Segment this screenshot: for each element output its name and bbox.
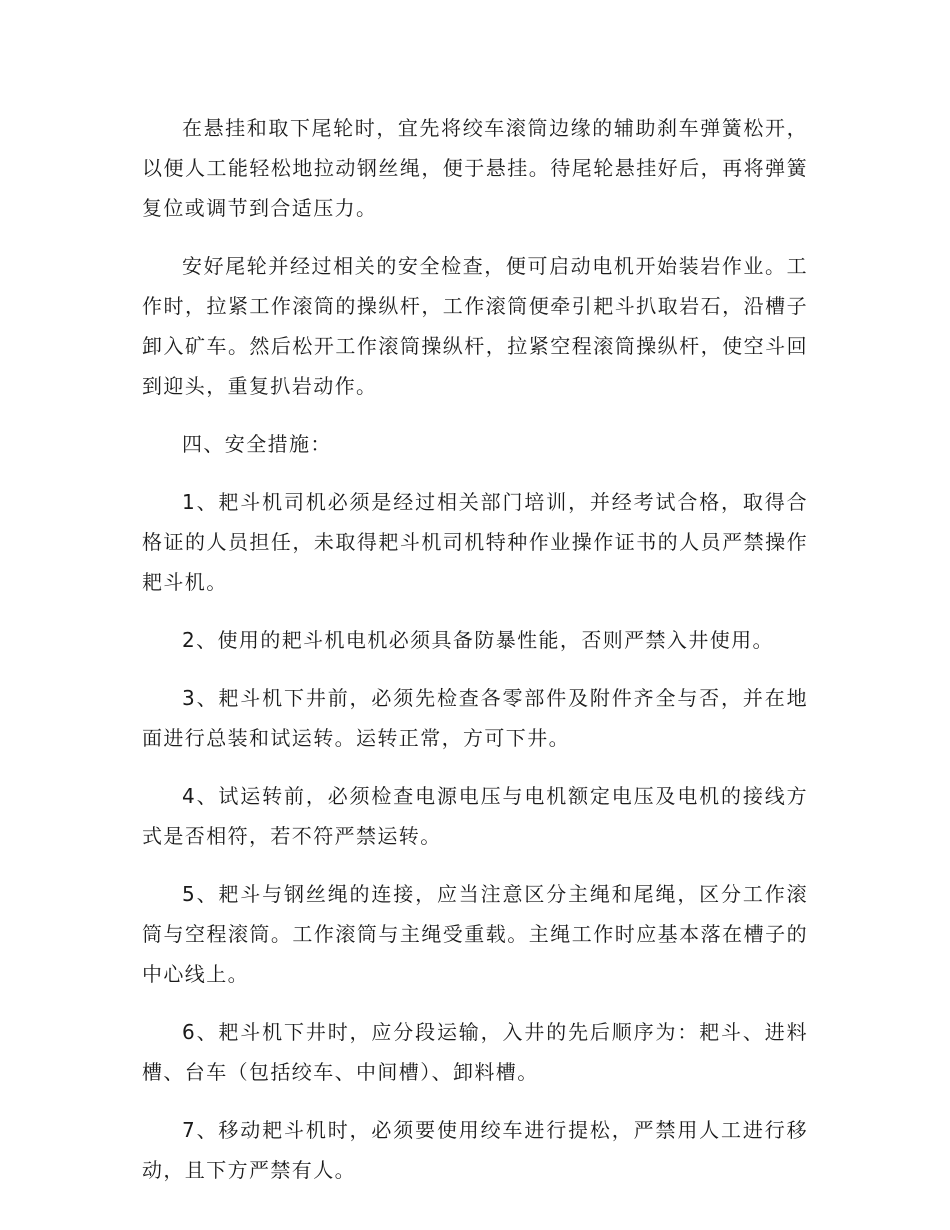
paragraph-loading-operation: 安好尾轮并经过相关的安全检查，便可启动电机开始装岩作业。工作时，拉紧工作滚筒的操纵杆，工作滚筒便牵引耙斗扒取岩石，沿槽子卸入矿车。然后松开工作滚筒操纵杆，拉紧空程滚筒操纵杆，使空斗回到迎头，重复扒岩动作。	[142, 254, 808, 398]
paragraph-tail-wheel-hanging: 在悬挂和取下尾轮时，宜先将绞车滚筒边缘的辅助刹车弹簧松开，以便人工能轻松地拉动钢丝绳，便于悬挂。待尾轮悬挂好后，再将弹簧复位或调节到合适压力。	[142, 116, 808, 220]
safety-item-1: 1、耙斗机司机必须是经过相关部门培训，并经考试合格，取得合格证的人员担任，未取得耙斗机司机特种作业操作证书的人员严禁操作耙斗机。	[142, 490, 808, 594]
safety-item-2: 2、使用的耙斗机电机必须具备防暴性能，否则严禁入井使用。	[182, 628, 774, 652]
section-heading-safety-measures: 四、安全措施：	[182, 432, 332, 456]
document-body	[142, 108, 808, 1208]
safety-item-3: 3、耙斗机下井前，必须先检查各零部件及附件齐全与否，并在地面进行总装和试运转。运转正常，方可下井。	[142, 686, 808, 750]
safety-item-5: 5、耙斗与钢丝绳的连接，应当注意区分主绳和尾绳，区分工作滚筒与空程滚筒。工作滚筒与主绳受重载。主绳工作时应基本落在槽子的中心线上。	[142, 882, 808, 986]
safety-item-4: 4、试运转前，必须检查电源电压与电机额定电压及电机的接线方式是否相符，若不符严禁运转。	[142, 784, 808, 848]
safety-item-7: 7、移动耙斗机时，必须要使用绞车进行提松，严禁用人工进行移动，且下方严禁有人。	[142, 1118, 808, 1182]
safety-item-6: 6、耙斗机下井时，应分段运输，入井的先后顺序为：耙斗、进料槽、台车（包括绞车、中间槽）、卸料槽。	[142, 1020, 808, 1084]
